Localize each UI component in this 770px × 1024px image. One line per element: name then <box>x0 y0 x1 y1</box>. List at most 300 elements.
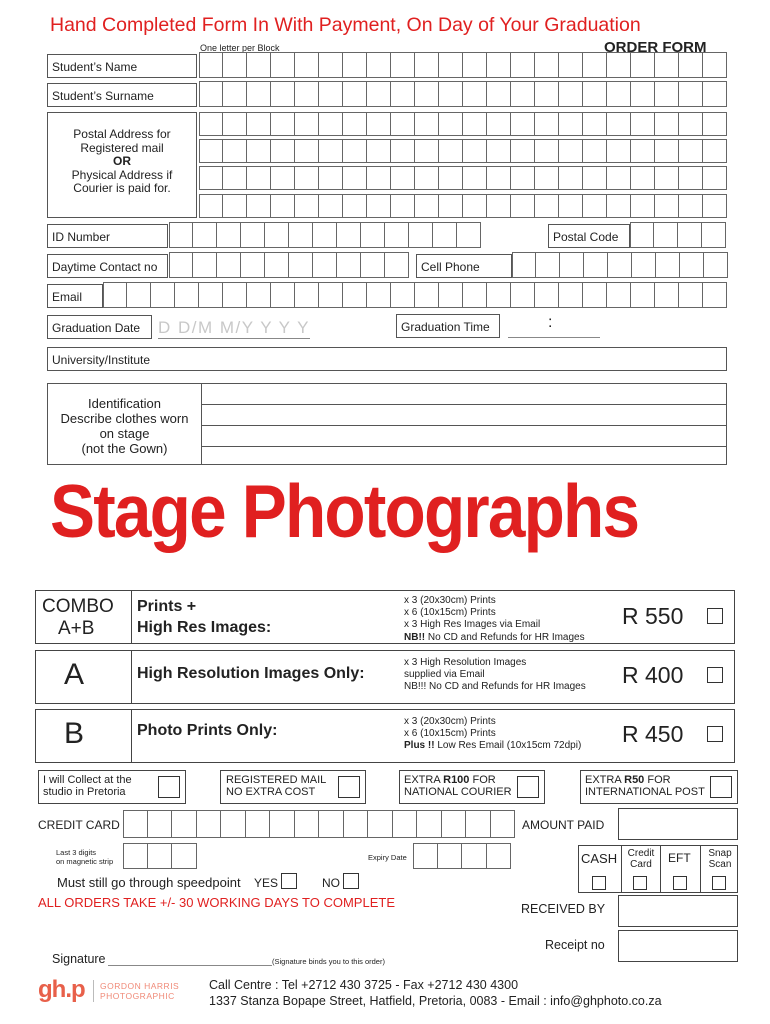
letter-box[interactable] <box>343 52 367 78</box>
letter-box[interactable] <box>343 81 367 107</box>
expiry-date-boxes[interactable] <box>413 843 511 869</box>
letter-box[interactable] <box>271 52 295 78</box>
letter-box[interactable] <box>319 52 343 78</box>
letter-box[interactable] <box>559 52 583 78</box>
letter-box[interactable] <box>439 52 463 78</box>
letter-box[interactable] <box>295 52 319 78</box>
letter-box[interactable] <box>680 252 704 278</box>
collect-checkbox[interactable] <box>158 776 180 798</box>
letter-box[interactable] <box>169 252 193 278</box>
brand-line-2: PHOTOGRAPHIC <box>100 991 175 1001</box>
letter-box[interactable] <box>607 166 631 190</box>
postal-code-boxes[interactable] <box>630 222 726 248</box>
letter-box[interactable] <box>491 810 516 838</box>
letter-box[interactable] <box>247 81 271 107</box>
letter-box[interactable] <box>223 112 247 136</box>
speedpoint-yes-checkbox[interactable] <box>281 873 297 889</box>
letter-box[interactable] <box>295 81 319 107</box>
registered-text <box>226 774 326 798</box>
letter-box[interactable] <box>344 810 369 838</box>
international-checkbox[interactable] <box>710 776 732 798</box>
letter-box[interactable] <box>511 282 535 308</box>
letter-box[interactable] <box>655 52 679 78</box>
letter-box[interactable] <box>319 166 343 190</box>
letter-box[interactable] <box>271 166 295 190</box>
letter-box[interactable] <box>247 166 271 190</box>
letter-box[interactable] <box>631 52 655 78</box>
letter-box[interactable] <box>439 282 463 308</box>
letter-box[interactable] <box>487 52 511 78</box>
postal-address-label <box>47 112 197 218</box>
letter-box[interactable] <box>439 166 463 190</box>
graduation-time-colon: : <box>548 314 553 331</box>
collect-text <box>43 774 132 798</box>
letter-box[interactable] <box>409 222 433 248</box>
letter-box[interactable] <box>654 222 678 248</box>
letter-box[interactable] <box>271 282 295 308</box>
letter-box[interactable] <box>319 810 344 838</box>
letter-box[interactable] <box>391 81 415 107</box>
letter-box[interactable] <box>487 282 511 308</box>
letter-box[interactable] <box>247 52 271 78</box>
letter-box[interactable] <box>367 282 391 308</box>
letter-box[interactable] <box>607 139 631 163</box>
letter-box[interactable] <box>511 112 535 136</box>
letter-box[interactable] <box>631 112 655 136</box>
package-a-name: High Resolution Images Only: <box>137 665 365 682</box>
letter-box[interactable] <box>199 52 223 78</box>
letter-box[interactable] <box>391 282 415 308</box>
letter-box[interactable] <box>631 139 655 163</box>
letter-box[interactable] <box>457 222 481 248</box>
letter-box[interactable] <box>271 194 295 218</box>
email-boxes[interactable] <box>103 282 727 308</box>
package-b-checkbox[interactable] <box>707 726 723 742</box>
ghp-logo: gh.p <box>38 976 85 1003</box>
letter-box[interactable] <box>607 52 631 78</box>
letter-box[interactable] <box>535 139 559 163</box>
combo-label: COMBO <box>42 596 114 617</box>
letter-box[interactable] <box>415 194 439 218</box>
letter-box[interactable] <box>583 112 607 136</box>
combo-checkbox[interactable] <box>707 608 723 624</box>
letter-box[interactable] <box>559 194 583 218</box>
letter-box[interactable] <box>655 81 679 107</box>
package-a-details <box>404 657 586 694</box>
speedpoint-no-checkbox[interactable] <box>343 873 359 889</box>
letter-box[interactable] <box>270 810 295 838</box>
letter-box[interactable] <box>319 282 343 308</box>
letter-box[interactable] <box>559 166 583 190</box>
letter-box[interactable] <box>295 166 319 190</box>
letter-box[interactable] <box>583 166 607 190</box>
letter-box[interactable] <box>655 194 679 218</box>
letter-box[interactable] <box>608 252 632 278</box>
last-3-digits-boxes[interactable] <box>123 843 197 869</box>
letter-box[interactable] <box>367 194 391 218</box>
postal-line-1: Postal Address for <box>73 127 171 141</box>
cell-phone-boxes[interactable] <box>512 252 728 278</box>
snapscan-label <box>702 848 738 870</box>
letter-box[interactable] <box>536 252 560 278</box>
letter-box[interactable] <box>217 222 241 248</box>
address-line: 1337 Stanza Bopape Street, Hatfield, Pretoria, 0083 - Email : info@ghphoto.co.za <box>209 994 662 1008</box>
package-a-checkbox[interactable] <box>707 667 723 683</box>
letter-box[interactable] <box>439 81 463 107</box>
letter-box[interactable] <box>223 81 247 107</box>
letter-box[interactable] <box>679 139 703 163</box>
letter-box[interactable] <box>631 81 655 107</box>
amount-paid-label: AMOUNT PAID <box>522 818 605 832</box>
letter-box[interactable] <box>223 139 247 163</box>
letter-box[interactable] <box>559 139 583 163</box>
letter-box[interactable] <box>385 222 409 248</box>
graduation-time-input[interactable] <box>508 337 600 338</box>
package-b-detail-3-bold: Plus !! <box>404 740 435 752</box>
letter-box[interactable] <box>367 112 391 136</box>
letter-box[interactable] <box>679 81 703 107</box>
letter-box[interactable] <box>655 139 679 163</box>
letter-box[interactable] <box>391 166 415 190</box>
combo-details <box>404 595 585 644</box>
letter-box[interactable] <box>559 282 583 308</box>
letter-box[interactable] <box>583 52 607 78</box>
letter-box[interactable] <box>487 139 511 163</box>
signature-line[interactable] <box>108 965 272 966</box>
letter-box[interactable] <box>463 81 487 107</box>
letter-box[interactable] <box>295 282 319 308</box>
letter-box[interactable] <box>246 810 271 838</box>
letter-box[interactable] <box>487 843 512 869</box>
registered-line-1: REGISTERED MAIL <box>226 774 327 786</box>
postal-line-3: Physical Address if <box>71 167 173 182</box>
letter-box[interactable] <box>313 252 337 278</box>
letter-box[interactable] <box>221 810 246 838</box>
international-text <box>585 774 705 798</box>
letter-box[interactable] <box>438 843 463 869</box>
courier-text <box>404 774 512 798</box>
letter-box[interactable] <box>463 139 487 163</box>
letter-box[interactable] <box>703 112 727 136</box>
letter-box[interactable] <box>148 843 173 869</box>
letter-box[interactable] <box>631 166 655 190</box>
letter-box[interactable] <box>439 194 463 218</box>
letter-box[interactable] <box>535 52 559 78</box>
letter-box[interactable] <box>632 252 656 278</box>
receipt-no-input[interactable] <box>618 930 738 962</box>
letter-box[interactable] <box>679 166 703 190</box>
one-letter-note: One letter per Block <box>200 43 280 53</box>
letter-box[interactable] <box>584 252 608 278</box>
letter-box[interactable] <box>511 52 535 78</box>
letter-box[interactable] <box>199 139 223 163</box>
letter-box[interactable] <box>247 194 271 218</box>
letter-box[interactable] <box>463 166 487 190</box>
graduation-date-label: Graduation Date <box>47 315 152 339</box>
postal-address-row-2[interactable] <box>199 139 727 163</box>
package-b-detail-2: x 6 (10x15cm) Prints <box>404 728 496 740</box>
letter-box[interactable] <box>169 222 193 248</box>
letter-box[interactable] <box>535 112 559 136</box>
letter-box[interactable] <box>367 139 391 163</box>
letter-box[interactable] <box>337 252 361 278</box>
letter-box[interactable] <box>583 139 607 163</box>
credit-card-checkbox[interactable] <box>633 876 647 890</box>
cell-phone-label: Cell Phone <box>416 254 512 278</box>
daytime-contact-boxes[interactable] <box>169 252 409 278</box>
letter-box[interactable] <box>123 810 148 838</box>
letter-box[interactable] <box>391 52 415 78</box>
letter-box[interactable] <box>391 139 415 163</box>
snapscan-line-2: Scan <box>708 859 732 870</box>
letter-box[interactable] <box>223 166 247 190</box>
id-number-boxes[interactable] <box>169 222 481 248</box>
letter-box[interactable] <box>295 810 320 838</box>
letter-box[interactable] <box>343 282 367 308</box>
letter-box[interactable] <box>463 194 487 218</box>
letter-box[interactable] <box>679 282 703 308</box>
letter-box[interactable] <box>241 222 265 248</box>
letter-box[interactable] <box>319 112 343 136</box>
letter-box[interactable] <box>463 112 487 136</box>
letter-box[interactable] <box>199 194 223 218</box>
letter-box[interactable] <box>703 194 727 218</box>
expiry-date-label: Expiry Date <box>368 853 407 862</box>
cc-line-1: Credit <box>627 848 655 859</box>
letter-box[interactable] <box>247 112 271 136</box>
letter-box[interactable] <box>703 52 727 78</box>
letter-box[interactable] <box>367 166 391 190</box>
letter-box[interactable] <box>607 112 631 136</box>
letter-box[interactable] <box>343 139 367 163</box>
letter-box[interactable] <box>319 139 343 163</box>
letter-box[interactable] <box>415 52 439 78</box>
ident-line-1: Identification <box>88 396 161 411</box>
letter-box[interactable] <box>289 222 313 248</box>
letter-box[interactable] <box>487 166 511 190</box>
letter-box[interactable] <box>631 194 655 218</box>
letter-box[interactable] <box>679 112 703 136</box>
postal-address-row-1[interactable] <box>199 112 727 136</box>
letter-box[interactable] <box>703 282 727 308</box>
letter-box[interactable] <box>433 222 457 248</box>
letter-box[interactable] <box>704 252 728 278</box>
package-a-detail-1: x 3 High Resolution Images <box>404 657 527 668</box>
letter-box[interactable] <box>607 81 631 107</box>
letter-box[interactable] <box>703 166 727 190</box>
package-b-divider <box>131 709 132 763</box>
ident-line-4: (not the Gown) <box>81 441 168 456</box>
postal-address-row-4[interactable] <box>199 194 727 218</box>
letter-box[interactable] <box>265 252 289 278</box>
letter-box[interactable] <box>417 810 442 838</box>
letter-box[interactable] <box>703 139 727 163</box>
letter-box[interactable] <box>511 166 535 190</box>
letter-box[interactable] <box>319 81 343 107</box>
letter-box[interactable] <box>175 282 199 308</box>
letter-box[interactable] <box>271 112 295 136</box>
letter-box[interactable] <box>511 139 535 163</box>
letter-box[interactable] <box>655 166 679 190</box>
intl-extra: EXTRA <box>585 774 625 786</box>
student-surname-boxes[interactable] <box>199 81 727 107</box>
graduation-date-input[interactable]: D D/M M/Y Y Y Y <box>158 318 310 337</box>
letter-box[interactable] <box>607 282 631 308</box>
letter-box[interactable] <box>223 194 247 218</box>
letter-box[interactable] <box>583 194 607 218</box>
stage-photographs-banner: Stage Photographs <box>50 469 639 553</box>
letter-box[interactable] <box>385 252 409 278</box>
letter-box[interactable] <box>487 194 511 218</box>
letter-box[interactable] <box>535 166 559 190</box>
letter-box[interactable] <box>535 194 559 218</box>
letter-box[interactable] <box>295 112 319 136</box>
letter-box[interactable] <box>583 81 607 107</box>
letter-box[interactable] <box>368 810 393 838</box>
letter-box[interactable] <box>172 810 197 838</box>
eft-checkbox[interactable] <box>673 876 687 890</box>
letter-box[interactable] <box>343 194 367 218</box>
letter-box[interactable] <box>148 810 173 838</box>
letter-box[interactable] <box>361 252 385 278</box>
intl-amount: R50 <box>624 774 645 786</box>
international-line-2: INTERNATIONAL POST <box>585 786 705 798</box>
received-by-input[interactable] <box>618 895 738 927</box>
letter-box[interactable] <box>295 139 319 163</box>
letter-box[interactable] <box>199 166 223 190</box>
letter-box[interactable] <box>512 252 536 278</box>
letter-box[interactable] <box>199 112 223 136</box>
speedpoint-label: Must still go through speedpoint <box>57 875 241 890</box>
logo-divider <box>93 980 94 1002</box>
letter-box[interactable] <box>217 252 241 278</box>
letter-box[interactable] <box>535 282 559 308</box>
letter-box[interactable] <box>199 282 223 308</box>
letter-box[interactable] <box>656 252 680 278</box>
identification-input[interactable] <box>202 383 727 465</box>
letter-box[interactable] <box>247 282 271 308</box>
amount-paid-input[interactable] <box>618 808 738 840</box>
credit-card-boxes[interactable] <box>123 810 515 838</box>
letter-box[interactable] <box>271 139 295 163</box>
letter-box[interactable] <box>415 166 439 190</box>
package-a-divider <box>131 650 132 704</box>
letter-box[interactable] <box>560 252 584 278</box>
letter-box[interactable] <box>172 843 197 869</box>
letter-box[interactable] <box>442 810 467 838</box>
letter-box[interactable] <box>127 282 151 308</box>
letter-box[interactable] <box>193 252 217 278</box>
yes-label: YES <box>254 876 279 890</box>
order-form-label: ORDER FORM <box>604 39 707 56</box>
letter-box[interactable] <box>295 194 319 218</box>
cc-line-2: Card <box>630 859 652 870</box>
package-b-detail-1: x 3 (20x30cm) Prints <box>404 716 496 727</box>
letter-box[interactable] <box>630 222 654 248</box>
payment-divider-2 <box>660 845 661 893</box>
letter-box[interactable] <box>313 222 337 248</box>
letter-box[interactable] <box>607 194 631 218</box>
letter-box[interactable] <box>678 222 702 248</box>
letter-box[interactable] <box>289 252 313 278</box>
letter-box[interactable] <box>703 81 727 107</box>
letter-box[interactable] <box>535 81 559 107</box>
letter-box[interactable] <box>241 252 265 278</box>
letter-box[interactable] <box>361 222 385 248</box>
letter-box[interactable] <box>583 282 607 308</box>
brand-line-1: GORDON HARRIS <box>100 981 180 991</box>
postal-address-row-3[interactable] <box>199 166 727 190</box>
letter-box[interactable] <box>367 52 391 78</box>
letter-box[interactable] <box>343 166 367 190</box>
letter-box[interactable] <box>415 81 439 107</box>
letter-box[interactable] <box>415 112 439 136</box>
letter-box[interactable] <box>319 194 343 218</box>
letter-box[interactable] <box>199 81 223 107</box>
letter-box[interactable] <box>702 222 726 248</box>
letter-box[interactable] <box>123 843 148 869</box>
letter-box[interactable] <box>679 194 703 218</box>
letter-box[interactable] <box>487 81 511 107</box>
letter-box[interactable] <box>439 139 463 163</box>
identification-label <box>47 383 202 465</box>
letter-box[interactable] <box>343 112 367 136</box>
courier-checkbox[interactable] <box>517 776 539 798</box>
registered-checkbox[interactable] <box>338 776 360 798</box>
letter-box[interactable] <box>223 282 247 308</box>
student-name-boxes[interactable] <box>199 52 727 78</box>
letter-box[interactable] <box>247 139 271 163</box>
letter-box[interactable] <box>415 282 439 308</box>
snapscan-checkbox[interactable] <box>712 876 726 890</box>
letter-box[interactable] <box>193 222 217 248</box>
letter-box[interactable] <box>511 81 535 107</box>
letter-box[interactable] <box>151 282 175 308</box>
letter-box[interactable] <box>103 282 127 308</box>
letter-box[interactable] <box>655 282 679 308</box>
collect-line-1: I will Collect at the <box>43 774 132 786</box>
package-b-details <box>404 716 581 753</box>
letter-box[interactable] <box>679 52 703 78</box>
letter-box[interactable] <box>337 222 361 248</box>
letter-box[interactable] <box>391 112 415 136</box>
letter-box[interactable] <box>463 282 487 308</box>
letter-box[interactable] <box>559 112 583 136</box>
letter-box[interactable] <box>462 843 487 869</box>
letter-box[interactable] <box>463 52 487 78</box>
letter-box[interactable] <box>413 843 438 869</box>
letter-box[interactable] <box>415 139 439 163</box>
letter-box[interactable] <box>631 282 655 308</box>
letter-box[interactable] <box>391 194 415 218</box>
cash-checkbox[interactable] <box>592 876 606 890</box>
letter-box[interactable] <box>655 112 679 136</box>
letter-box[interactable] <box>439 112 463 136</box>
letter-box[interactable] <box>466 810 491 838</box>
letter-box[interactable] <box>511 194 535 218</box>
letter-box[interactable] <box>393 810 418 838</box>
letter-box[interactable] <box>223 52 247 78</box>
letter-box[interactable] <box>367 81 391 107</box>
registered-line-2: NO EXTRA COST <box>226 786 316 798</box>
letter-box[interactable] <box>197 810 222 838</box>
letter-box[interactable] <box>271 81 295 107</box>
letter-box[interactable] <box>265 222 289 248</box>
combo-name-2: High Res Images: <box>137 619 272 636</box>
letter-box[interactable] <box>559 81 583 107</box>
letter-box[interactable] <box>487 112 511 136</box>
payment-divider-1 <box>621 845 622 893</box>
